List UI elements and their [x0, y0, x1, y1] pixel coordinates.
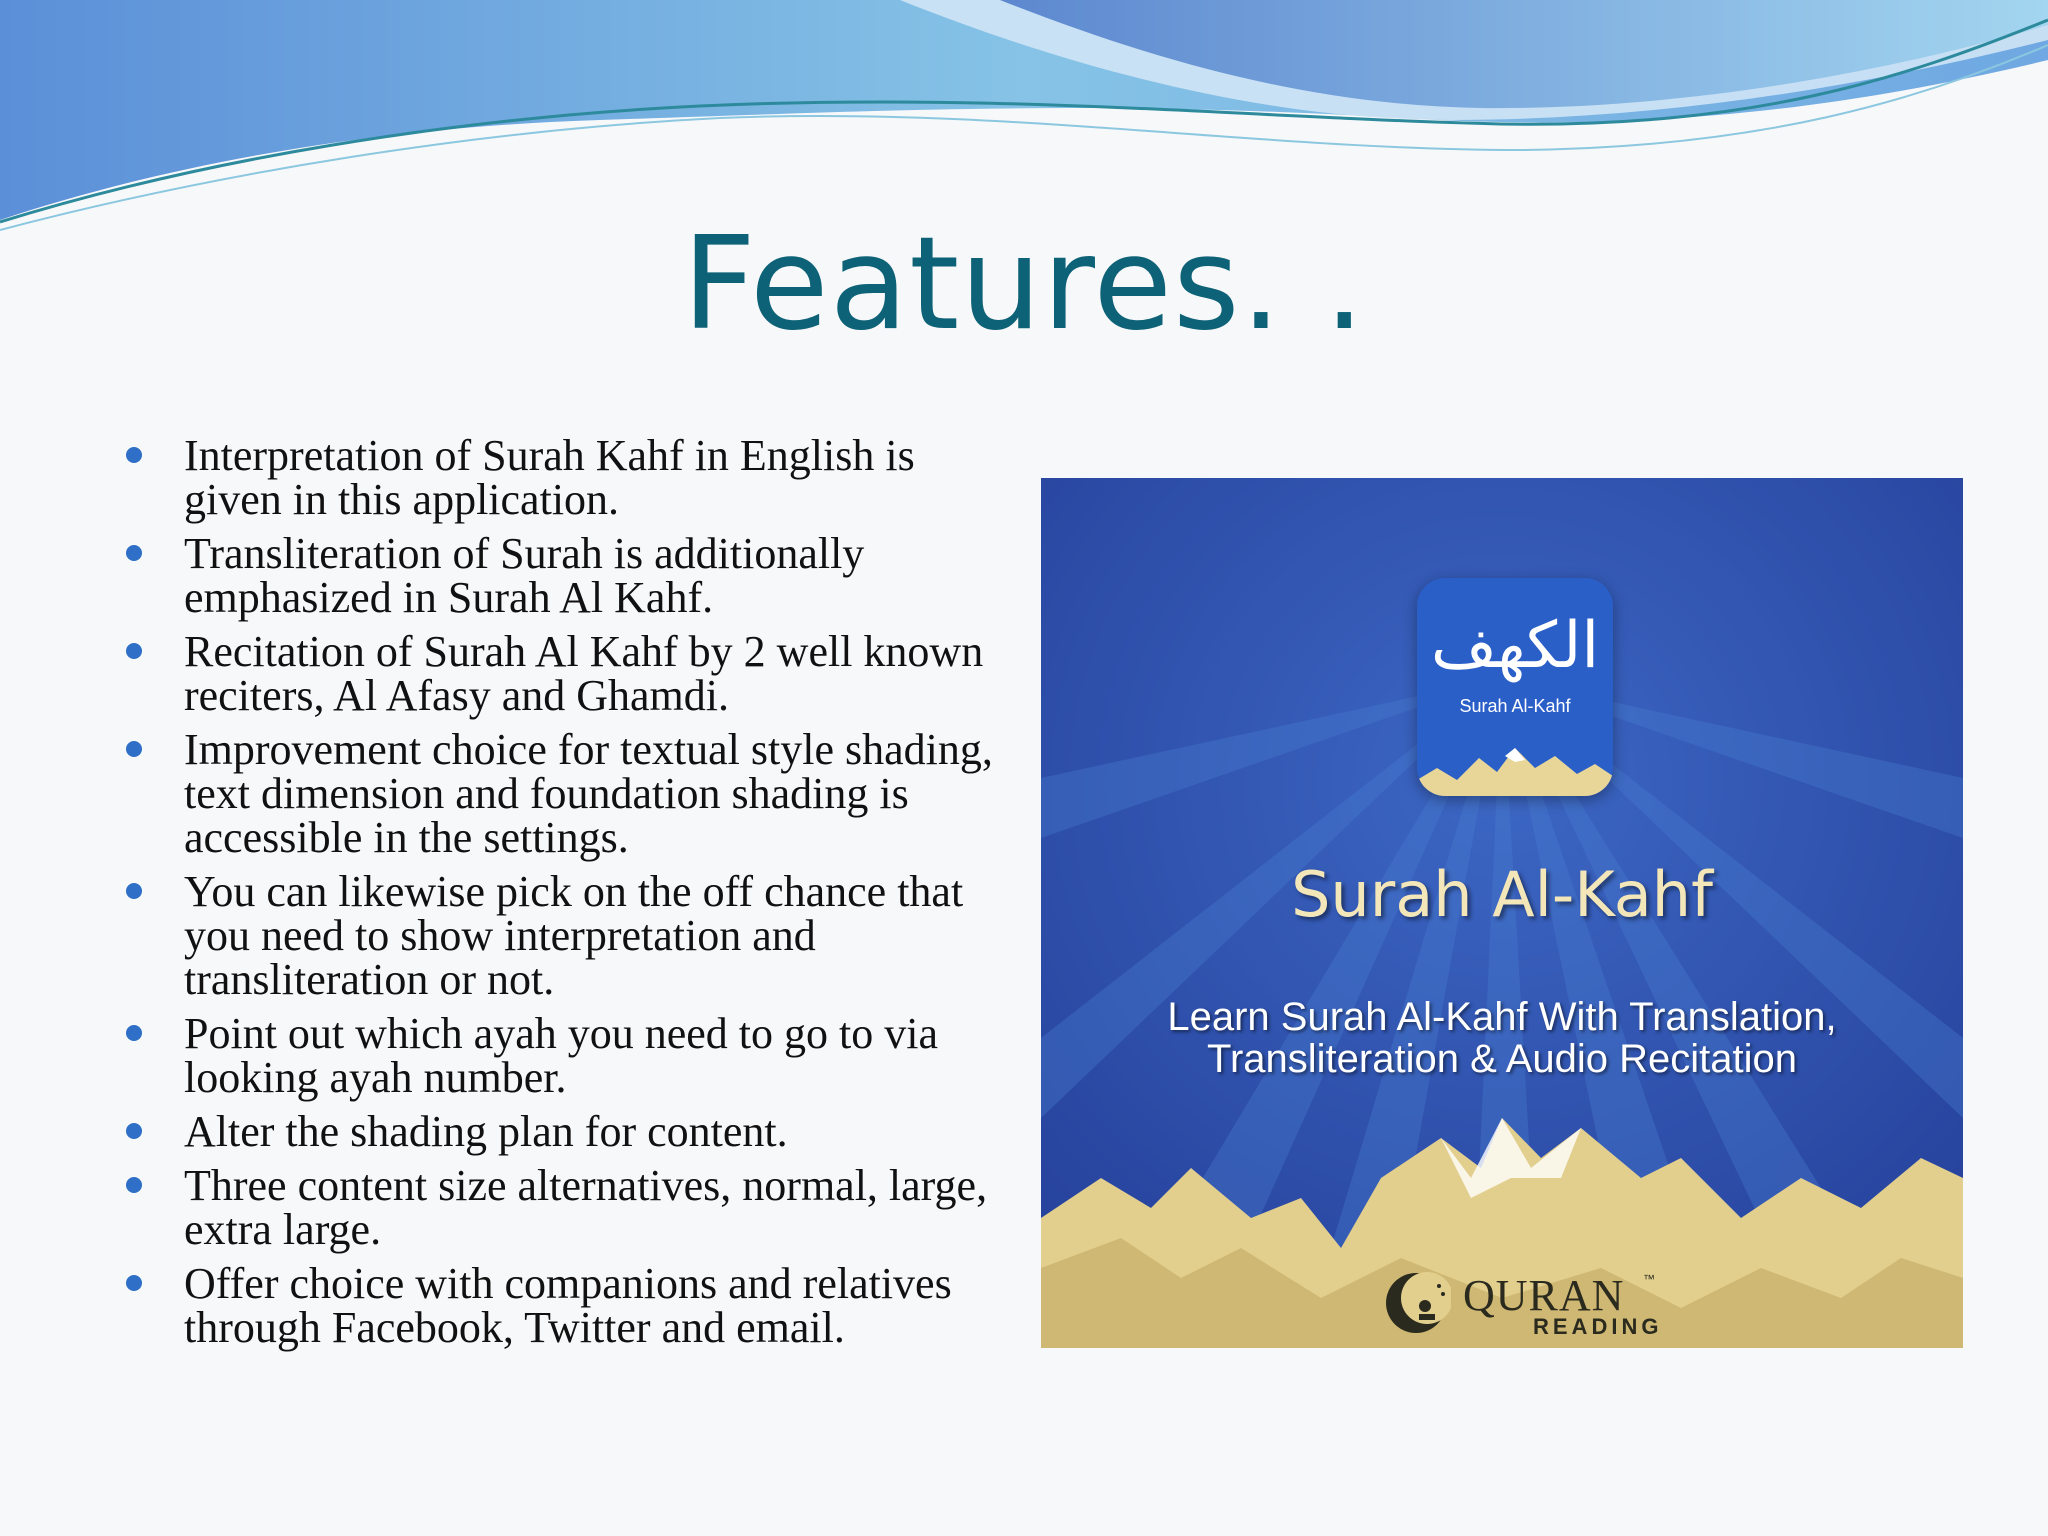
arabic-calligraphy-logo: الكهف: [1430, 609, 1600, 683]
header-wave-decoration: [0, 0, 2048, 240]
quran-reading-logo: [1381, 1268, 1681, 1338]
trademark-symbol: ™: [1643, 1272, 1655, 1286]
bullet-icon: [126, 643, 142, 659]
bullet-icon: [126, 1025, 142, 1041]
list-item-text: Three content size alternatives, normal, large, extra large.: [184, 1161, 988, 1254]
list-item-text: Improvement choice for textual style shading, text dimension and foundation shading is accessible in the settings.: [184, 725, 993, 862]
brand-subtitle: READING: [1533, 1314, 1663, 1339]
app-icon: [1417, 578, 1613, 796]
list-item-text: Alter the shading plan for content.: [184, 1107, 788, 1156]
list-item: [122, 627, 1002, 720]
crescent-reader-icon: [1381, 1268, 1451, 1338]
bullet-icon: [126, 447, 142, 463]
app-icon-caption: Surah Al-Kahf: [1459, 696, 1571, 716]
list-item-text: Interpretation of Surah Kahf in English is given in this application.: [184, 431, 915, 524]
banner-tagline-line-2: Transliteration & Audio Recitation: [1207, 1037, 1797, 1081]
slide-title: Features. .: [682, 210, 1366, 359]
list-item: [122, 1259, 1002, 1352]
banner-tagline-line-1: Learn Surah Al-Kahf With Translation,: [1167, 995, 1837, 1039]
list-item: [122, 725, 1002, 862]
mountain-icon: [1417, 728, 1613, 796]
list-item-text: Transliteration of Surah is additionally emphasized in Surah Al Kahf.: [184, 529, 865, 622]
bullet-icon: [126, 1275, 142, 1291]
app-banner-image: [1041, 478, 1963, 1348]
list-item: [122, 1161, 1002, 1254]
brand-name: QURAN: [1463, 1271, 1625, 1320]
list-item-text: Recitation of Surah Al Kahf by 2 well known reciters, Al Afasy and Ghamdi.: [184, 627, 984, 720]
banner-tagline: [1041, 996, 1963, 1080]
list-item: [122, 529, 1002, 622]
bullet-icon: [126, 545, 142, 561]
list-item: [122, 867, 1002, 1004]
list-item-text: Offer choice with companions and relatives through Facebook, Twitter and email.: [184, 1259, 952, 1352]
list-item: [122, 1107, 1002, 1156]
list-item-text: You can likewise pick on the off chance that you need to show interpretation and transliteration or not.: [184, 867, 964, 1004]
bullet-icon: [126, 1123, 142, 1139]
feature-list: [122, 431, 1002, 1360]
bullet-icon: [126, 883, 142, 899]
list-item-text: Point out which ayah you need to go to via looking ayah number.: [184, 1009, 938, 1102]
list-item: [122, 1009, 1002, 1102]
bullet-icon: [126, 1177, 142, 1193]
list-item: [122, 431, 1002, 524]
bullet-icon: [126, 741, 142, 757]
banner-title: Surah Al-Kahf: [1291, 858, 1713, 931]
